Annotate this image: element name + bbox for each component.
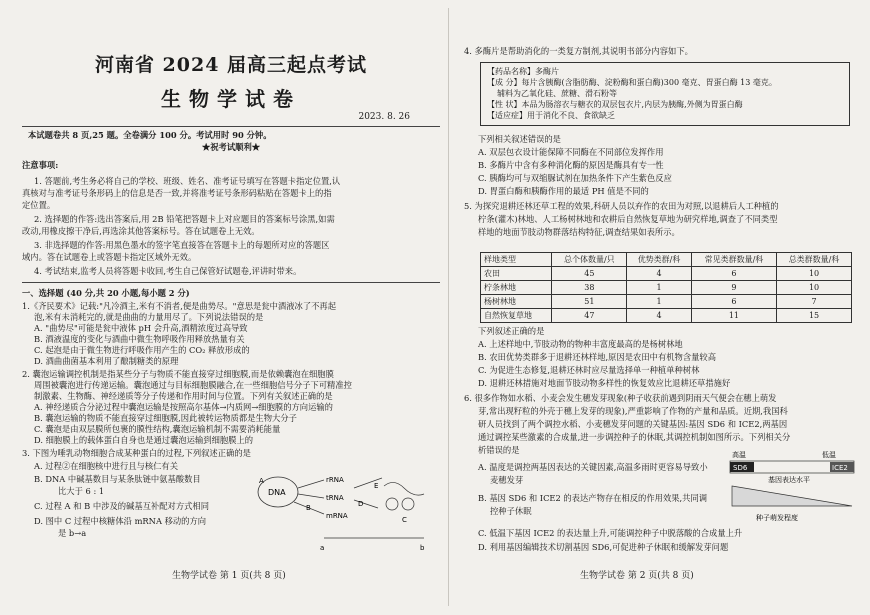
q4-option: D. 胃蛋白酶和胰酶作用的最适 PH 值是不同的 bbox=[478, 186, 649, 196]
q5-option: B. 农田优势类群多于退耕还林样地,原因是农田中有机物含量较高 bbox=[478, 352, 717, 362]
table-header-row bbox=[481, 253, 852, 267]
gene-regulation-diagram bbox=[728, 448, 856, 524]
table-cell: 杨树林地 bbox=[481, 295, 552, 309]
drug-line: 【成 分】每片含胰酶(含脂肪酶、淀粉酶和蛋白酶)300 毫克、胃蛋白酶 13 毫克。 bbox=[487, 78, 777, 87]
notice-line: 2. 选择题的作答:选出答案后,用 2B 铅笔把答题卡上对应题目的答案标号涂黑,如需 bbox=[34, 214, 335, 224]
right-column bbox=[460, 0, 860, 615]
q5-stem: 5. 为探究退耕还林还草工程的效果,科研人员以弃作的农田为对照,以退耕后人工种植的 bbox=[464, 201, 779, 211]
table-cell: 自然恢复草地 bbox=[481, 309, 552, 323]
q2-option: B. 囊泡运输的物质不能直接穿过细胞膜,因此被转运物质都是生物大分子 bbox=[34, 413, 297, 423]
column-divider bbox=[448, 8, 449, 606]
footer-page-1: 生物学试卷 第 1 页(共 8 页) bbox=[172, 571, 286, 581]
table-cell: 柠条林地 bbox=[481, 281, 552, 295]
q5-stem: 柠条(灌木)林地、人工杨树林地和农耕后自然恢复草地为研究样地,调查了不同类型 bbox=[478, 214, 778, 224]
q2-option: D. 细胞膜上的载体蛋白自身也是通过囊泡运输到细胞膜上的 bbox=[34, 435, 254, 445]
q3-option: A. 过程②在细胞核中进行且与核仁有关 bbox=[34, 461, 179, 471]
q4-prompt: 下列相关叙述错误的是 bbox=[478, 134, 561, 144]
label-ice2: ICE2 bbox=[832, 464, 848, 472]
notice-line: 域内。答在试题卷上或答题卡指定区域外无效。 bbox=[22, 252, 197, 262]
q1-option: B. 酒液温度的变化与酒曲中微生物呼吸作用释放热量有关 bbox=[34, 334, 245, 344]
table-cell: 38 bbox=[552, 281, 627, 295]
q5-option: C. 为促进生态修复,退耕还林时应尽量选择单一种植单种树林 bbox=[478, 365, 700, 375]
label-dormancy: 种子萌发程度 bbox=[756, 514, 798, 522]
notice-line: 4. 考试结束,监考人员将答题卡收回,考生自己保管好试题卷,评讲时带来。 bbox=[34, 266, 302, 276]
q3-option: B. DNA 中碱基数目与某条肽链中氨基酸数目 bbox=[34, 474, 201, 484]
table-cell: 4 bbox=[627, 267, 692, 281]
label-D: D bbox=[358, 500, 364, 508]
table-cell: 4 bbox=[627, 309, 692, 323]
q4-option: C. 胰酶均可与双缩脲试剂在加热条件下产生紫色反应 bbox=[478, 173, 672, 183]
table-header: 总类群数量/科 bbox=[777, 253, 852, 267]
table-header: 样地类型 bbox=[481, 253, 552, 267]
q1-option: D. 酒曲曲菌基本利用了酿制糖类的原理 bbox=[34, 356, 179, 366]
q2-line: 2. 囊泡运输调控机制是指某些分子与物质不能直接穿过细胞膜,而是依赖囊泡在细胞膜 bbox=[22, 369, 334, 379]
dormancy-gradient bbox=[732, 486, 852, 506]
q2-option: C. 囊泡是由双层膜所包裹的膜性结构,囊泡运输机制不需要消耗能量 bbox=[34, 424, 281, 434]
q6-stem: 6. 很多作物如水稻、小麦会发生穗发芽现象(种子收获前遇到阴雨天气便会在穗上萌发 bbox=[464, 393, 777, 403]
exam-title-line2: 生物学试卷 bbox=[161, 87, 301, 111]
q1-option: C. 起泡是由于微生物进行呼吸作用产生的 CO₂ 释放形成的 bbox=[34, 345, 250, 355]
q6-option: C. 低温下基因 ICE2 的表达量上升,可能调控种子中脱落酸的合成量上升 bbox=[478, 528, 743, 538]
arrow-to-rrna bbox=[298, 480, 324, 488]
q5-stem: 样地的地面节肢动物群落结构特征,调查结果如表所示。 bbox=[478, 227, 680, 237]
table-header: 优势类群/科 bbox=[627, 253, 692, 267]
drug-line: 辅料为乙氧化硅、蔗糖、滑石粉等 bbox=[497, 89, 617, 98]
q5-option: D. 退耕还林措施对地面节肢动物多样性的恢复效应比退耕还草措施好 bbox=[478, 378, 731, 388]
ribosome-shape bbox=[386, 498, 398, 510]
q6-stem: 通过调控某些激素的合成量,进一步调控种子的休眠,其调控机制如图所示。下列相关分 bbox=[478, 432, 791, 442]
q2-line: 制激素、生物酶、神经递质等分子传递和作用时间与位置。下列有关叙述正确的是 bbox=[34, 391, 333, 401]
table-row bbox=[481, 295, 852, 309]
table-cell: 6 bbox=[691, 295, 776, 309]
label-mrna: mRNA bbox=[326, 512, 348, 520]
table-cell: 1 bbox=[627, 295, 692, 309]
q5-option: A. 上述样地中,节肢动物的物种丰富度最高的是杨树林地 bbox=[478, 339, 683, 349]
q6-stem: 芽,常出现籽粒的外壳于穗上发芽的现象),严重影响了作物的产量和品质。近期,我国科 bbox=[478, 406, 788, 416]
table-cell: 51 bbox=[552, 295, 627, 309]
q4-option: B. 多酶片中含有多种消化酶的原因是酶具有专一性 bbox=[478, 160, 664, 170]
q6-option: 麦穗发芽 bbox=[490, 475, 524, 485]
q6-option: B. 基因 SD6 和 ICE2 的表达产物存在相反的作用效果,共同调 bbox=[478, 493, 708, 503]
table-cell: 9 bbox=[691, 281, 776, 295]
q2-line: 周围被囊泡进行传递运输。囊泡通过与目标细胞膜融合,在一些细胞信号分子下可精准控 bbox=[34, 380, 352, 390]
table-row bbox=[481, 281, 852, 295]
label-C: C bbox=[402, 516, 407, 524]
exam-date: 2023. 8. 26 bbox=[358, 112, 410, 122]
table-cell: 1 bbox=[627, 281, 692, 295]
notice-rule bbox=[22, 282, 440, 283]
good-luck: ★祝考试顺利★ bbox=[201, 142, 261, 152]
q3-line: 3. 下图为唾乳动物细胞合成某种蛋白的过程,下列叙述正确的是 bbox=[22, 448, 251, 458]
table-cell: 15 bbox=[777, 309, 852, 323]
drug-line: 【药品名称】多酶片 bbox=[487, 67, 559, 76]
section-heading: 一、选择题 (40 分,共 20 小题,每小题 2 分) bbox=[22, 288, 190, 298]
q6-option: 控种子休眠 bbox=[490, 506, 532, 516]
q3-option: D. 图中 C 过程中核糖体沿 mRNA 移动的方向 bbox=[34, 516, 207, 526]
q1-line: 1.《齐民要术》记载:"凡冷酒主,米有不消者,便是曲势尽。"意思是瓮中酒液冰了不再起 bbox=[22, 301, 337, 311]
exam-title-line1: 河南省 2024 届高三起点考试 bbox=[94, 54, 368, 76]
drug-line: 【适应症】用于消化不良、食欲缺乏 bbox=[487, 111, 615, 120]
notice-title: 注意事项: bbox=[22, 160, 59, 170]
q1-option: A. "曲势尽"可能是瓮中液体 pH 会升高,酒精浓度过高导致 bbox=[34, 323, 248, 333]
table-cell: 47 bbox=[552, 309, 627, 323]
label-expression: 基因表达水平 bbox=[768, 476, 810, 484]
table-cell: 农田 bbox=[481, 267, 552, 281]
polypeptide-chain bbox=[384, 482, 424, 495]
table-row bbox=[481, 267, 852, 281]
table-cell: 6 bbox=[691, 267, 776, 281]
arrow-to-trna bbox=[298, 494, 324, 498]
label-trna: tRNA bbox=[326, 494, 344, 502]
q3-option: 比大于 6 : 1 bbox=[58, 486, 105, 496]
exam-meta: 本试题卷共 8 页,25 题。全卷满分 100 分。考试用时 90 分钟。 bbox=[28, 130, 272, 140]
label-a: a bbox=[320, 544, 325, 552]
table-header: 常见类群数量/科 bbox=[691, 253, 776, 267]
q3-option: 是 b→a bbox=[58, 528, 87, 538]
footer-page-2: 生物学试卷 第 2 页(共 8 页) bbox=[580, 571, 694, 581]
notice-line: 真核对与准考证号条形码上的信息是否一致,并将准考证号条形码粘贴在答题卡上的指 bbox=[22, 188, 332, 198]
label-low-temp: 低温 bbox=[822, 451, 836, 459]
drug-info-box bbox=[480, 62, 850, 126]
label-rrna: rRNA bbox=[326, 476, 344, 484]
table-cell: 10 bbox=[777, 281, 852, 295]
table-header: 总个体数量/只 bbox=[552, 253, 627, 267]
label-E: E bbox=[374, 482, 379, 490]
q1-line: 泡,米有未消耗完的,就是曲曲的力量用尽了。下列说法错误的是 bbox=[34, 312, 264, 322]
notice-line: 定位置。 bbox=[22, 200, 56, 210]
protein-synthesis-diagram bbox=[254, 458, 434, 558]
table-cell: 10 bbox=[777, 267, 852, 281]
q6-stem: 研人员找到了两个调控水稻、小麦穗发芽问题的关键基因:基因 SD6 和 ICE2,两基因 bbox=[478, 419, 788, 429]
notice-line: 3. 非选择题的作答:用黑色墨水的签字笔直接答在答题卡上的每题所对应的答题区 bbox=[34, 240, 330, 250]
q6-option: D. 利用基因编辑技术切割基因 SD6,可促进种子休眠和缓解发芽问题 bbox=[478, 542, 729, 552]
ribosome-shape bbox=[402, 498, 414, 510]
q2-option: A. 神经递质合分泌过程中囊泡运输是按照高尔基体→内质网→细胞膜的方向运输的 bbox=[34, 402, 333, 412]
drug-line: 【性 状】本品为肠溶衣与糖衣的双层包衣片,内层为胰酶,外侧为胃蛋白酶 bbox=[487, 100, 743, 109]
table-row bbox=[481, 309, 852, 323]
label-b: b bbox=[420, 544, 425, 552]
left-column bbox=[22, 0, 440, 615]
habitat-table bbox=[480, 252, 852, 323]
table-cell: 7 bbox=[777, 295, 852, 309]
q6-stem: 析错误的是 bbox=[478, 445, 520, 455]
q6-option: A. 温度是调控两基因表达的关键因素,高温多雨时更容易导致小 bbox=[478, 462, 708, 472]
q3-option: C. 过程 A 和 B 中涉及的碱基互补配对方式相同 bbox=[34, 501, 210, 511]
label-A: A bbox=[259, 477, 264, 485]
label-sd6: SD6 bbox=[733, 464, 748, 472]
notice-line: 1. 答题前,考生务必将自己的学校、班级、姓名、准考证号填写在答题卡指定位置,认 bbox=[34, 176, 341, 186]
q5-prompt: 下列叙述正确的是 bbox=[478, 326, 545, 336]
label-B: B bbox=[306, 504, 311, 512]
q4-stem: 4. 多酶片是帮助消化的一类复方制剂,其说明书部分内容如下。 bbox=[464, 46, 693, 56]
table-cell: 11 bbox=[691, 309, 776, 323]
label-high-temp: 高温 bbox=[732, 451, 746, 459]
header-rule bbox=[22, 126, 440, 127]
table-cell: 45 bbox=[552, 267, 627, 281]
notice-line: 改动,用橡皮擦干净后,再选涂其他答案标号。答在试题卷上无效。 bbox=[22, 226, 260, 236]
label-dna: DNA bbox=[268, 488, 286, 497]
q4-option: A. 双层包衣设计能保障不同酶在不同部位发挥作用 bbox=[478, 147, 664, 157]
